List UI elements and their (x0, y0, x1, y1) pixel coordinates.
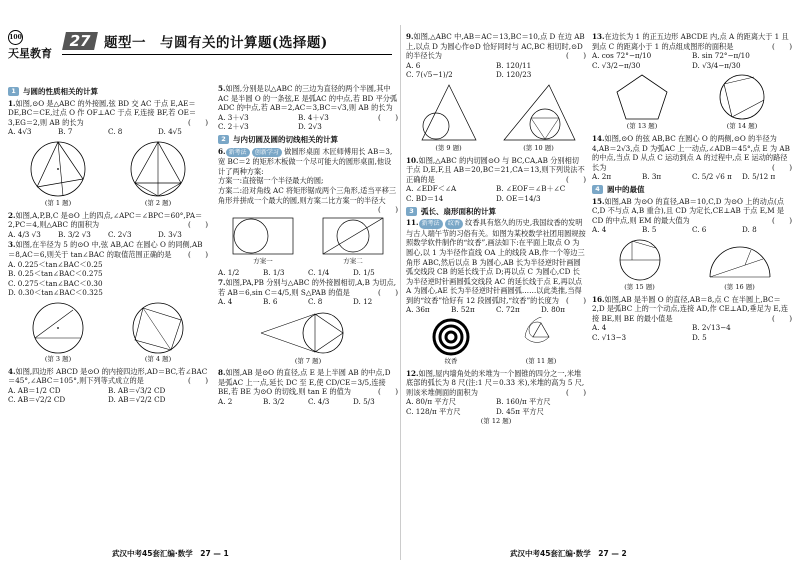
section-badge: 1 (8, 87, 19, 96)
option-b: B. 3π (642, 172, 662, 182)
footer-page-number: 27 — 2 (598, 549, 627, 558)
figure-plan-2 (318, 215, 388, 267)
topic-tag: 创新学习 (252, 148, 282, 158)
option-a: A. 4√3 (8, 127, 32, 137)
figure-2 (123, 139, 193, 209)
question-10 (406, 156, 586, 204)
option-d: D. 5/3 (353, 397, 375, 407)
question-number: 16. (592, 294, 605, 304)
options-q6 (218, 268, 398, 278)
options (8, 260, 208, 298)
option-a: A. AB＝1/2 CD (8, 385, 61, 395)
unit-number: 27 (62, 32, 98, 50)
plan-1: 方案一:直接锯一个半径最大的圆; (218, 176, 324, 186)
question-9 (406, 32, 586, 80)
figure-caption: 方案一 (253, 256, 273, 265)
question-text: 如图,分别是以△ABC 的三边为直径的两个半圆,其中 AC 是半圆 O 的一条弦,E 是弧AC 的中点,若 BD 平分弧ADC 的中点,若 AB＝2,AC＝3,BC＝√3,则 AB 的长为 (218, 84, 398, 113)
figure-10 (499, 82, 579, 154)
option-b: B. 3/2 √3 (58, 229, 91, 239)
question-text: 做圆形桌面 木匠师傅用长 AB＝3,宽 BC＝2 的矩形木板做一个尽可能大的圆形桌面,他设计了两种方案: (218, 146, 393, 176)
options (406, 397, 586, 416)
option-a: A. ∠EDF＜∠A (406, 184, 457, 194)
question-number: 11. (406, 218, 419, 228)
question-text: 如图,AB 是半圆 O 的直径,AB＝8,点 C 在半圆上,BC＝2,D 是弧BC 上的一个动点,连接 AD,作 CE⊥AD,垂足为 E,连接 BE,则 BE 的最小值是 (592, 294, 789, 323)
option-b: B. 4＋√3 (298, 112, 329, 122)
figure-4-diagram (123, 300, 193, 355)
figure-9-diagram (414, 82, 484, 144)
question-7 (218, 278, 398, 307)
question-text: 如图,△ABC 中,AB＝AC＝13,BC＝10,点 D 在边 AB 上,以点 D 为圆心作⊙D 恰好同时与 AC,BC 相切时,⊙D 的半径长为 (406, 32, 585, 61)
page-divider (400, 25, 401, 560)
figure-caption: 纹香 (444, 357, 458, 366)
option-b: B. 0.25＜tan∠BAC＜0.275 (8, 269, 103, 279)
figure-caption: (第 2 题) (144, 198, 172, 207)
option-a: A. 2π (592, 172, 612, 182)
section-badge: 2 (218, 135, 229, 144)
figure-16-diagram (705, 237, 775, 283)
question-number: 15. (592, 196, 605, 206)
answer-paren: ( ) (378, 205, 398, 215)
figure-caption: (第 1 题) (44, 198, 72, 207)
answer-paren: ( ) (188, 220, 208, 230)
answer-paren: ( ) (772, 215, 792, 225)
option-d: D. 5/12 π (742, 172, 776, 182)
plan-1-diagram (228, 215, 298, 257)
plan-2-diagram (318, 215, 388, 257)
question-8 (218, 368, 398, 406)
section-heading-3 (406, 207, 586, 217)
figure-14 (712, 72, 772, 132)
answer-paren: ( ) (566, 174, 586, 184)
figure-15 (610, 237, 670, 293)
figure-row-15-16 (592, 237, 792, 293)
option-c: C. 5/2 √6 π (692, 172, 732, 182)
section-label: 圆中的最值 (607, 184, 645, 194)
option-c: C. 128/π 平方尺 (406, 407, 461, 417)
option-c: C. 2√3 (108, 229, 132, 239)
option-c: C. BD＝14 (406, 193, 444, 203)
figure-15-diagram (610, 237, 670, 283)
option-a: A. 4/3 √3 (8, 229, 41, 239)
question-12 (406, 369, 586, 427)
question-number: 14. (592, 133, 605, 143)
question-text: 如图,在半径为 5 的⊙O 中,弦 AB,AC 在圆心 O 的同侧,AB＝8,AC＝6,则关于 tan∠BAC 的取值范围正确的是 (8, 240, 203, 259)
option-d: D. 4√5 (158, 127, 182, 137)
option-d: D. 3√3 (158, 229, 182, 239)
options (592, 51, 792, 70)
options (218, 297, 398, 307)
section-heading-1 (8, 87, 208, 97)
option-d: D. 12 (353, 297, 373, 307)
figure-caption: (第 10 题) (523, 143, 554, 152)
logo-badge: 100 (8, 30, 23, 45)
figure-row-3-4 (8, 300, 208, 365)
figure-14-diagram (712, 72, 772, 122)
logo (8, 30, 62, 60)
section-label: 弧长、扇形面积的计算 (421, 206, 496, 216)
answer-paren: ( ) (188, 117, 208, 127)
figure-row-6 (218, 215, 398, 267)
option-b: B. 7 (58, 127, 73, 137)
footer-left (112, 548, 229, 559)
question-16 (592, 295, 792, 343)
option-a: A. 0.225＜tan∠BAC＜0.25 (8, 259, 103, 269)
new-method-tag: 新考法 (226, 148, 250, 158)
footer-page-number: 27 — 1 (200, 549, 229, 558)
question-1 (8, 99, 208, 137)
figure-11-spiral (421, 317, 481, 367)
header-rule (62, 54, 392, 55)
figure-4 (123, 300, 193, 365)
page-header (8, 30, 388, 60)
answer-paren: ( ) (772, 41, 792, 51)
option-c: C. 4/3 (308, 397, 330, 407)
question-text: 在边长为 1 的正五边形 ABCDE 内,点 A 的距离大于 1 且到点 C 的距离小于 1 的点组成图形的面积是 (592, 32, 789, 51)
section-label: 与内切圆及圆的切线相关的计算 (233, 134, 338, 144)
figure-caption: (第 4 题) (144, 354, 172, 363)
option-c: C. √3/2−π/30 (592, 60, 641, 70)
footer-right (510, 548, 627, 559)
question-11 (406, 218, 586, 315)
options (406, 305, 586, 315)
figure-row-9-10 (406, 82, 586, 154)
option-a: A. 3＋√3 (218, 112, 249, 122)
option-c: C. 6 (692, 225, 707, 235)
option-b: B. 3/2 (263, 397, 285, 407)
brand-name: 天星教育 (8, 47, 52, 60)
question-number: 8. (218, 368, 226, 378)
figure-caption: (第 16 题) (724, 282, 755, 291)
figure-1-diagram (23, 139, 93, 199)
options (406, 61, 586, 80)
figure-11-diagram (511, 317, 571, 357)
option-a: A. 2 (218, 397, 233, 407)
figure-3-diagram (23, 300, 93, 355)
question-number: 10. (406, 155, 419, 165)
answer-paren: ( ) (772, 313, 792, 323)
question-number: 7. (218, 277, 226, 287)
question-text: 如图,屋内墙角处的米堆为一个圆锥的四分之一,米堆底部的弧长为 8 尺(注:1 尺＝0.33 米),米堆的高为 5 尺,则该米堆侧面的面积为 (406, 368, 585, 397)
option-c: C. √13−3 (592, 332, 627, 342)
figure-10-diagram (499, 82, 579, 144)
option-c: C. 8 (308, 297, 323, 307)
question-number: 2. (8, 210, 16, 220)
figure-caption: (第 9 题) (435, 143, 462, 152)
column-4 (592, 32, 792, 343)
section-badge: 4 (592, 185, 603, 194)
option-c: C. 1/4 (308, 268, 330, 278)
question-text: 如图,△ABC 的内切圆⊙O 与 BC,CA,AB 分别相切于点 D,E,F,且 AB＝20,BC＝21,CA＝13,则下列说法不正确的是 (406, 155, 585, 184)
figure-caption: (第 11 题) (525, 357, 557, 366)
question-text: 如图,PA,PB 分别与△ABC 的外接圆相切,A,B 为切点,若 AB＝6,sin C＝4/5,则 S△PAB 的值是 (218, 277, 397, 297)
figure-caption: (第 13 题) (626, 122, 658, 131)
figure-caption: 方案二 (343, 256, 363, 265)
figure-11 (511, 317, 571, 367)
column-3 (406, 32, 586, 427)
figure-2-diagram (123, 139, 193, 199)
answer-paren: ( ) (772, 162, 792, 172)
option-d: D. 5 (692, 332, 707, 342)
figure-caption: (第 15 题) (624, 282, 655, 291)
figure-7 (253, 309, 363, 367)
question-3 (8, 240, 208, 298)
option-b: B. sin 72°−π/10 (692, 51, 750, 61)
option-d: D. 80π (541, 305, 565, 315)
page-title: 题型一 与圆有关的计算题(选择题) (104, 35, 328, 51)
section-heading-2 (218, 135, 398, 145)
question-text: 如图,AB 为⊙O 的直径,AB＝10,C,D 为⊙O 上的动点(点 C,D 不与点 A,B 重合),且 CD 为定长,CE⊥AB 于点 E,M 是 CD 的中点,则 EM 的最大值为 (592, 196, 785, 225)
question-number: 12. (406, 368, 419, 378)
option-d: D. 2√3 (298, 122, 322, 132)
question-13 (592, 32, 792, 70)
figure-caption: (第 12 题) (480, 416, 512, 425)
question-4 (8, 367, 208, 405)
option-b: B. 2√13−4 (692, 323, 731, 333)
question-14 (592, 134, 792, 182)
options (592, 172, 792, 182)
option-a: A. 4 (218, 297, 233, 307)
figure-13 (612, 72, 672, 132)
answer-paren: ( ) (378, 112, 398, 122)
option-a: A. 1/2 (218, 268, 240, 278)
question-number: 9. (406, 32, 414, 41)
option-d: D. OE＝14/3 (496, 193, 541, 203)
option-a: A. 80/π 平方尺 (406, 397, 456, 407)
question-number: 6. (218, 146, 226, 156)
option-d: D. 1/5 (353, 268, 375, 278)
option-b: B. 5 (642, 225, 657, 235)
question-text: 如图,A,P,B,C 是⊙O 上的四点,∠APC＝∠BPC＝60°,PA＝2,PC＝4,则△ABC 的面积为 (8, 210, 203, 230)
question-6 (218, 146, 398, 215)
answer-paren: ( ) (188, 376, 208, 386)
options (592, 323, 792, 342)
answer-paren: ( ) (566, 387, 586, 397)
option-c: C. 72π (496, 305, 520, 315)
figure-caption: (第 7 题) (294, 356, 322, 365)
option-c: C. 0.275＜tan∠BAC＜0.30 (8, 278, 103, 288)
options (8, 230, 208, 240)
answer-paren: ( ) (566, 51, 586, 61)
question-number: 5. (218, 84, 226, 93)
column-2 (218, 84, 398, 408)
figure-13-pentagon (612, 72, 672, 122)
figure-row-7 (218, 309, 398, 367)
figure-9 (414, 82, 484, 154)
option-d: D. 0.30＜tan∠BAC＜0.325 (8, 288, 103, 298)
question-text: 如图,⊙O 是△ABC 的外接圆,弦 BD 交 AC 于点 E,AE＝DE,BC＝CE,过点 O 作 OF⊥AC 于点 F,连接 BF,若 OE＝3,EG＝2,则 AB 的长为 (8, 98, 197, 127)
question-number: 13. (592, 32, 605, 41)
question-number: 4. (8, 366, 16, 376)
option-b: B. 120/11 (496, 60, 532, 70)
option-d: D. √3/4−π/30 (692, 60, 741, 70)
figure-row-1-2 (8, 139, 208, 209)
question-number: 1. (8, 98, 16, 108)
figure-7-diagram (253, 309, 363, 357)
option-c: C. 8 (108, 127, 123, 137)
figure-3 (23, 300, 93, 365)
answer-paren: ( ) (188, 249, 208, 259)
question-text: 纹香具有悠久的历史,我国纹香的发明与古人端午节的习俗有关。如图为某校数学社团用圆规按照数学软件制作的“纹香”,画法如下:在平面上取点 O 为圆心,以 1 为半径作直线 OA 上的线段 AB,作一个等边三角形 ABC,然后以点 B 为圆心,AB 长为半径逆时针画圆弧交线段 CB 的延长线于点 D;再以点 C 为圆心,CD 长为半径逆时针画圆弧交线段 AC 的延长线于点 E,再以点 A 为圆心,AE 长为半径逆时针画圆弧……以此类推,当得到的“纹香”恰好有 12 段圆弧时,“纹香”的长度为 (406, 218, 586, 305)
footer-book-title: 武汉中考45套汇编·数学 (112, 549, 193, 558)
option-b: B. ∠EOF＝∠B＋∠C (496, 184, 566, 194)
options (218, 113, 378, 132)
option-b: B. 52π (451, 305, 475, 315)
option-c: C. 7(√5−1)/2 (406, 70, 453, 80)
option-d: D. 8 (742, 225, 757, 235)
question-text: 如图,AB 是⊙O 的直径,点 E 是上半圆 AB 的中点,D 是弧AC 上一点,延长 DC 至 E,使 CD/CE＝3/5,连接 BE,若 BE 为⊙O 的切线,则 tan E 的值为 (218, 368, 391, 397)
footer-book-title: 武汉中考45套汇编·数学 (510, 549, 591, 558)
figure-row-13 (592, 72, 792, 132)
option-b: B. 6 (263, 297, 278, 307)
option-a: A. 4 (592, 225, 607, 235)
new-method-tag: 新考法 (419, 219, 443, 229)
answer-paren: ( ) (378, 387, 398, 397)
option-c: C. 2＋√3 (218, 122, 249, 132)
answer-paren: ( ) (378, 287, 398, 297)
figure-1 (23, 139, 93, 209)
option-d: D. 45π 平方尺 (496, 407, 544, 417)
plan-2: 方案二:沿对角线 AC 将矩形锯成两个三角形,适当平移三角形并拼成一个最大的圆,则方案二比方案一的半径大 (218, 185, 397, 205)
section-heading-4 (592, 185, 792, 195)
question-5 (218, 84, 398, 132)
option-b: B. 160/π 平方尺 (496, 397, 551, 407)
question-text: 如图,⊙O 的弦 AB,BC 在圆心 O 的两侧,⊙O 的半径为 4,AB＝2√3,点 D 为弧AC 上一动点,∠ADB＝45°,点 E 为 AB 的中点,当点 D 从点 C 运动到点 A 的过程中,点 E 运动的路径长为 (592, 133, 790, 172)
options (8, 127, 208, 137)
option-a: A. cos 72°−π/10 (592, 51, 652, 61)
option-d: D. 120/23 (496, 70, 532, 80)
options (218, 397, 398, 407)
figure-row-11 (406, 317, 586, 367)
section-label: 与圆的性质相关的计算 (23, 87, 98, 96)
question-2 (8, 211, 208, 240)
column-1 (8, 84, 208, 406)
option-a: A. 36π (406, 305, 430, 315)
option-a: A. 4 (592, 323, 607, 333)
figure-caption: (第 14 题) (726, 122, 758, 131)
option-b: B. AB＝√3/2 CD (108, 385, 166, 395)
answer-paren: ( ) (566, 295, 586, 305)
options (8, 386, 208, 405)
question-number: 3. (8, 240, 16, 250)
question-text: 如图,四边形 ABCD 是⊙O 的内接四边形,AD＝BC,若∠BAC＝45°,∠ABC＝105°,则下列等式成立的是 (8, 366, 208, 386)
option-b: B. 1/3 (263, 268, 285, 278)
figure-caption: (第 3 题) (44, 354, 72, 363)
option-a: A. 6 (406, 60, 421, 70)
options (592, 225, 792, 235)
options (406, 184, 586, 203)
option-c: C. AB＝√2/2 CD (8, 395, 66, 405)
question-15 (592, 197, 792, 235)
option-d: D. AB＝√2/2 CD (108, 395, 166, 405)
section-badge: 3 (406, 207, 417, 216)
spiral-incense-image (421, 317, 481, 357)
topic-tag: 纹香 (445, 219, 463, 229)
figure-plan-1 (228, 215, 298, 267)
figure-16 (705, 237, 775, 293)
